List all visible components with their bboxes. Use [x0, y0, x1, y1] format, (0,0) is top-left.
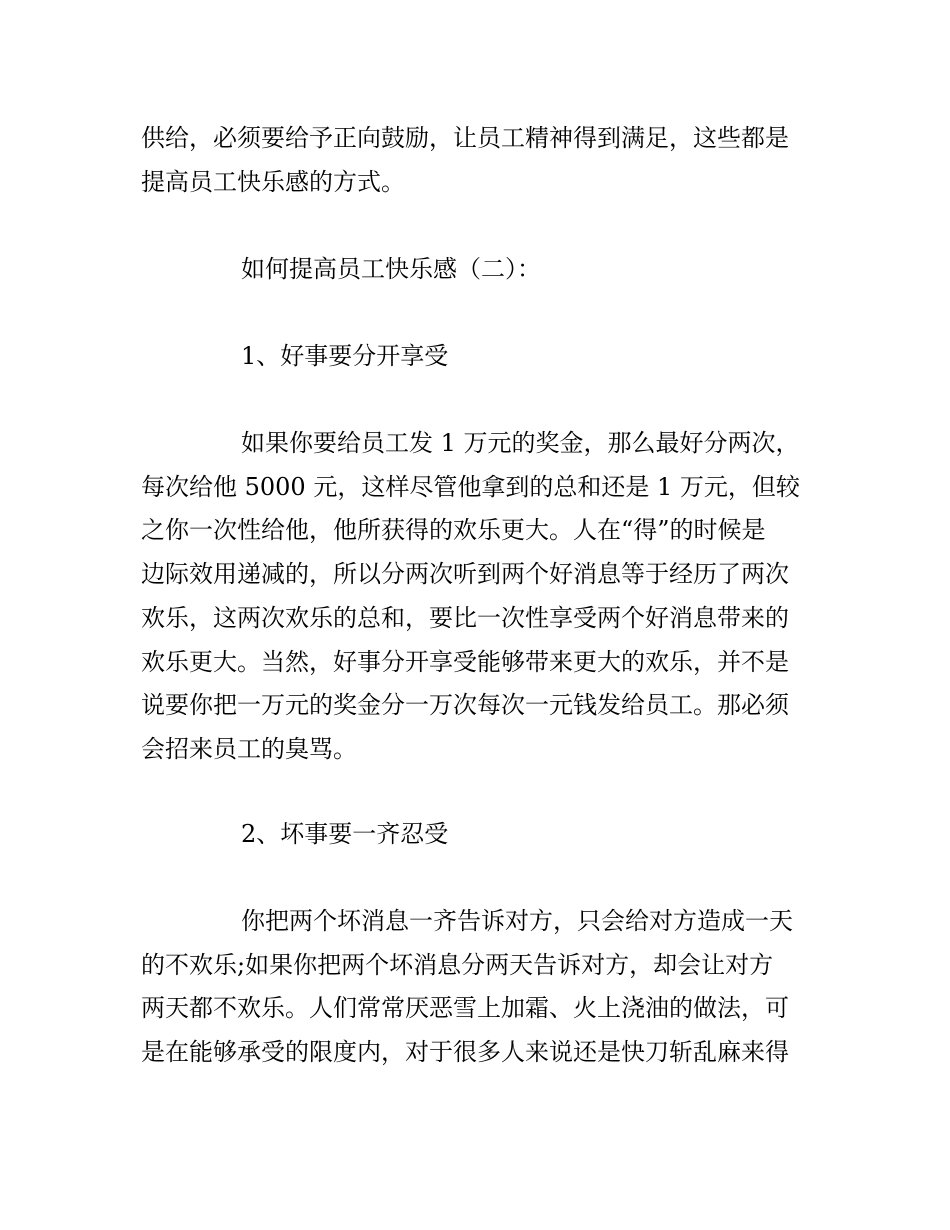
text-line: 的不欢乐;如果你把两个坏消息分两天告诉对方，却会让对方	[141, 950, 774, 979]
paragraph-1	[141, 422, 811, 772]
text-line: 是在能够承受的限度内，对于很多人来说还是快刀斩乱麻来得	[141, 1038, 789, 1067]
text-line: 会招来员工的臭骂。	[141, 734, 357, 763]
text-line: 之你一次性给他，他所获得的欢乐更大。人在“得”的时候是	[141, 516, 766, 545]
section-heading-2: 2、坏事要一齐忍受	[241, 820, 449, 848]
text-line: 欢乐，这两次欢乐的总和，要比一次性享受两个好消息带来的	[141, 603, 789, 632]
text-line: 提高员工快乐感的方式。	[141, 167, 405, 196]
section-heading-1: 1、好事要分开享受	[241, 342, 449, 370]
text-line: 欢乐更大。当然，好事分开享受能够带来更大的欢乐，并不是	[141, 647, 789, 676]
text-line: 每次给他 5000 元，这样尽管他拿到的总和还是 1 万元，但较	[141, 472, 800, 501]
text-line: 两天都不欢乐。人们常常厌恶雪上加霜、火上浇油的做法，可	[141, 994, 789, 1023]
section-heading-main: 如何提高员工快乐感（二）：	[241, 255, 541, 283]
text-line: 边际效用递减的，所以分两次听到两个好消息等于经历了两次	[141, 560, 789, 589]
text-line: 如果你要给员工发 1 万元的奖金，那么最好分两次，	[241, 429, 800, 457]
paragraph-2	[141, 900, 811, 1075]
intro-paragraph	[141, 117, 811, 204]
text-line: 供给，必须要给予正向鼓励，让员工精神得到满足，这些都是	[141, 124, 789, 152]
text-line: 说要你把一万元的奖金分一万次每次一元钱发给员工。那必须	[141, 691, 789, 720]
text-line: 你把两个坏消息一齐告诉对方，只会给对方造成一天	[241, 907, 793, 935]
